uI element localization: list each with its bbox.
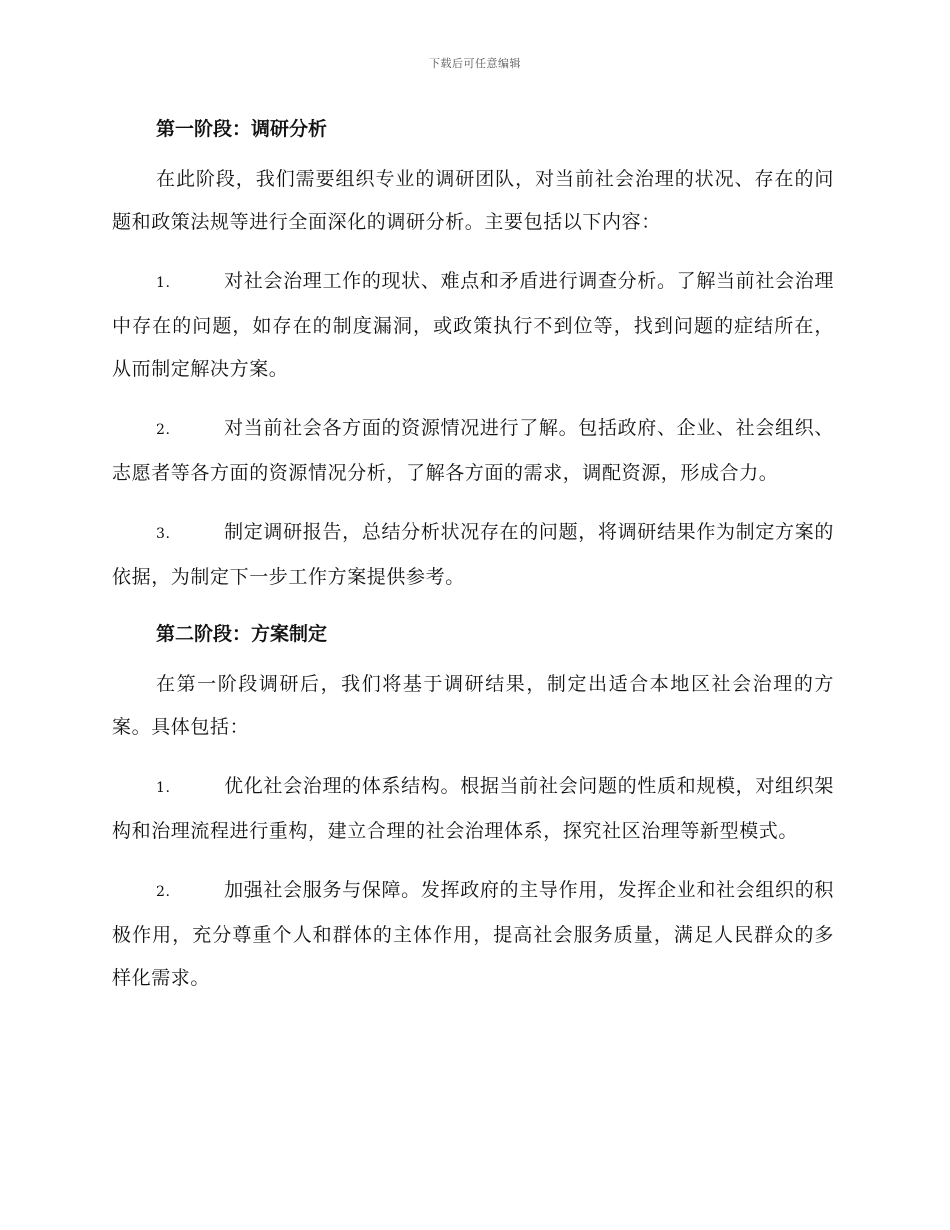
list-item-number: 2. [156,884,171,900]
section-heading: 第二阶段：方案制定 [156,623,328,645]
document-body [112,110,834,1016]
list-item-number: 1. [156,275,171,291]
list-item [112,869,834,1000]
list-item-text: 对当前社会各方面的资源情况进行了解。包括政府、企业、社会组织、志愿者等各方面的资源情况分析，了解各方面的需求，调配资源，形成合力。 [112,417,834,484]
section-intro: 在此阶段，我们需要组织专业的调研团队，对当前社会治理的状况、存在的问题和政策法规等进行全面深化的调研分析。主要包括以下内容： [112,168,834,233]
list-item-text: 优化社会治理的体系结构。根据当前社会问题的性质和规模，对组织架构和治理流程进行重构，建立合理的社会治理体系，探究社区治理等新型模式。 [112,775,834,842]
section-heading: 第一阶段：调研分析 [156,118,328,140]
list-item [112,765,834,853]
list-item [112,260,834,391]
list-item-text: 对社会治理工作的现状、难点和矛盾进行调查分析。了解当前社会治理中存在的问题，如存在的制度漏洞，或政策执行不到位等，找到问题的症结所在，从而制定解决方案。 [112,270,834,380]
section-intro: 在第一阶段调研后，我们将基于调研结果，制定出适合本地区社会治理的方案。具体包括： [112,673,834,738]
header-note: 下载后可任意编辑 [429,57,521,70]
list-item-text: 制定调研报告，总结分析状况存在的问题，将调研结果作为制定方案的依据，为制定下一步工作方案提供参考。 [112,521,834,588]
list-item-number: 2. [156,422,171,438]
list-item [112,407,834,495]
list-item-number: 3. [156,526,171,542]
list-item [112,511,834,599]
list-item-number: 1. [156,780,171,796]
list-item-text: 加强社会服务与保障。发挥政府的主导作用，发挥企业和社会组织的积极作用，充分尊重个人和群体的主体作用，提高社会服务质量，满足人民群众的多样化需求。 [112,879,834,989]
